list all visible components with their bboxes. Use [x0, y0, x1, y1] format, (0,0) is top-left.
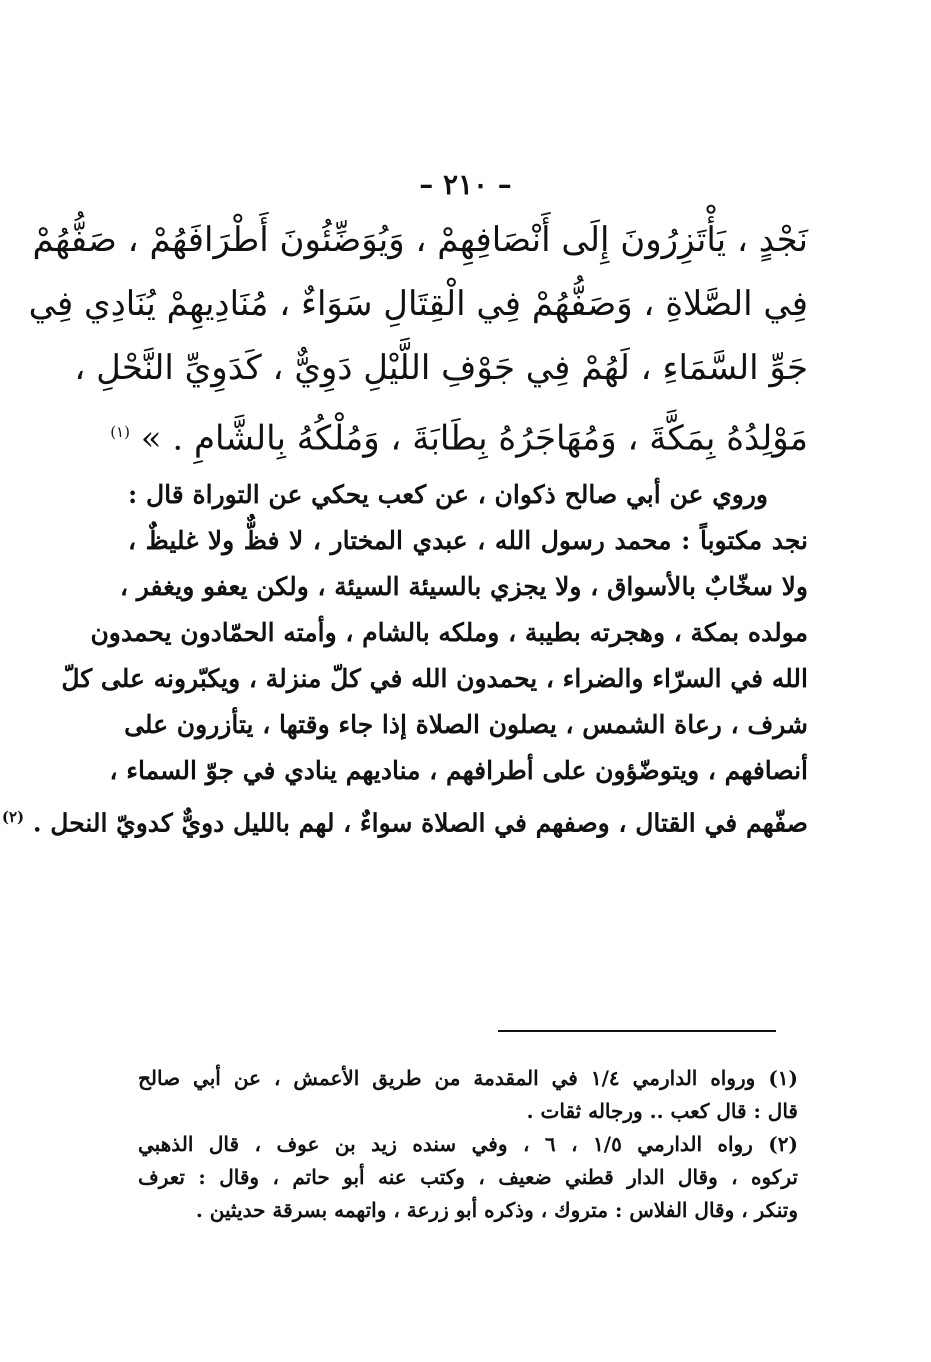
body-line-text: صفّهم في القتال ، وصفهم في الصلاة سواءٌ ، لهم بالليل دويٌّ كدويّ النحل . — [32, 808, 808, 838]
body-line: أنصافهم ، ويتوضّؤون على أطرافهم ، مناديهم ينادي في جوّ السماء ، — [109, 756, 808, 785]
footnote-divider — [498, 1030, 776, 1032]
footnote-marker-2: (٢) — [1, 808, 25, 826]
body-line: الله في السرّاء والضراء ، يحمدون الله في كلّ منزلة ، ويكبّرونه على كلّ — [61, 664, 808, 693]
footnote-line: قال : قال كعب .. ورجاله ثقات . — [526, 1099, 798, 1123]
footnote-line: (٢) رواه الدارمي ١/٥ ، ٦ ، وفي سنده زيد بن عوف ، قال الذهبي — [138, 1132, 798, 1156]
footnote-marker-1: (١) — [110, 423, 130, 441]
body-line: وروي عن أبي صالح ذكوان ، عن كعب يحكي عن التوراة قال : — [128, 480, 768, 509]
footnote-line: تركوه ، وقال الدار قطني ضعيف ، وكتب عنه أبو حاتم ، وقال : تعرف — [138, 1165, 798, 1189]
page-number: – ٢١٠ – — [419, 168, 512, 201]
body-line: نجد مكتوباً : محمد رسول الله ، عبدي المختار ، لا فظٌّ ولا غليظٌ ، — [128, 526, 808, 555]
quote-line: فِي الصَّلاةِ ، وَصَفُّهُمْ فِي الْقِتَالِ سَوَاءٌ ، مُنَادِيهِمْ يُنَادِي فِي — [28, 284, 808, 324]
quote-line: نَجْدٍ ، يَأْتَزِرُونَ إِلَى أَنْصَافِهِمْ ، وَيُوَضِّئُونَ أَطْرَافَهُمْ ، صَفُّهُمْ — [32, 220, 808, 260]
body-line: مولده بمكة ، وهجرته بطيبة ، وملكه بالشام ، وأمته الحمّادون يحمدون — [90, 618, 808, 647]
body-line: ولا سخّابٌ بالأسواق ، ولا يجزي بالسيئة السيئة ، ولكن يعفو ويغفر ، — [119, 572, 808, 601]
footnote-line: (١) ورواه الدارمي ١/٤ في المقدمة من طريق الأعمش ، عن أبي صالح — [138, 1066, 798, 1090]
body-paragraph — [1, 472, 808, 840]
body-line — [1, 794, 808, 840]
vocalized-quote — [28, 208, 808, 464]
footnote-line: وتنكر ، وقال الفلاس : متروك ، وذكره أبو زرعة ، واتهمه بسرقة حديثين . — [195, 1198, 798, 1222]
quote-line-text: مَوْلِدُهُ بِمَكَّةَ ، وَمُهَاجَرُهُ بِطَابَةَ ، وَمُلْكُهُ بِالشَّامِ . » — [140, 418, 808, 459]
quote-line: جَوِّ السَّمَاءِ ، لَهُمْ فِي جَوْفِ اللَّيْلِ دَوِيٌّ ، كَدَوِيِّ النَّحْلِ ، — [74, 348, 808, 388]
footnotes — [138, 1062, 798, 1227]
body-line: شرف ، رعاة الشمس ، يصلون الصلاة إذا جاء وقتها ، يتأزرون على — [124, 710, 808, 739]
quote-line — [110, 400, 808, 464]
